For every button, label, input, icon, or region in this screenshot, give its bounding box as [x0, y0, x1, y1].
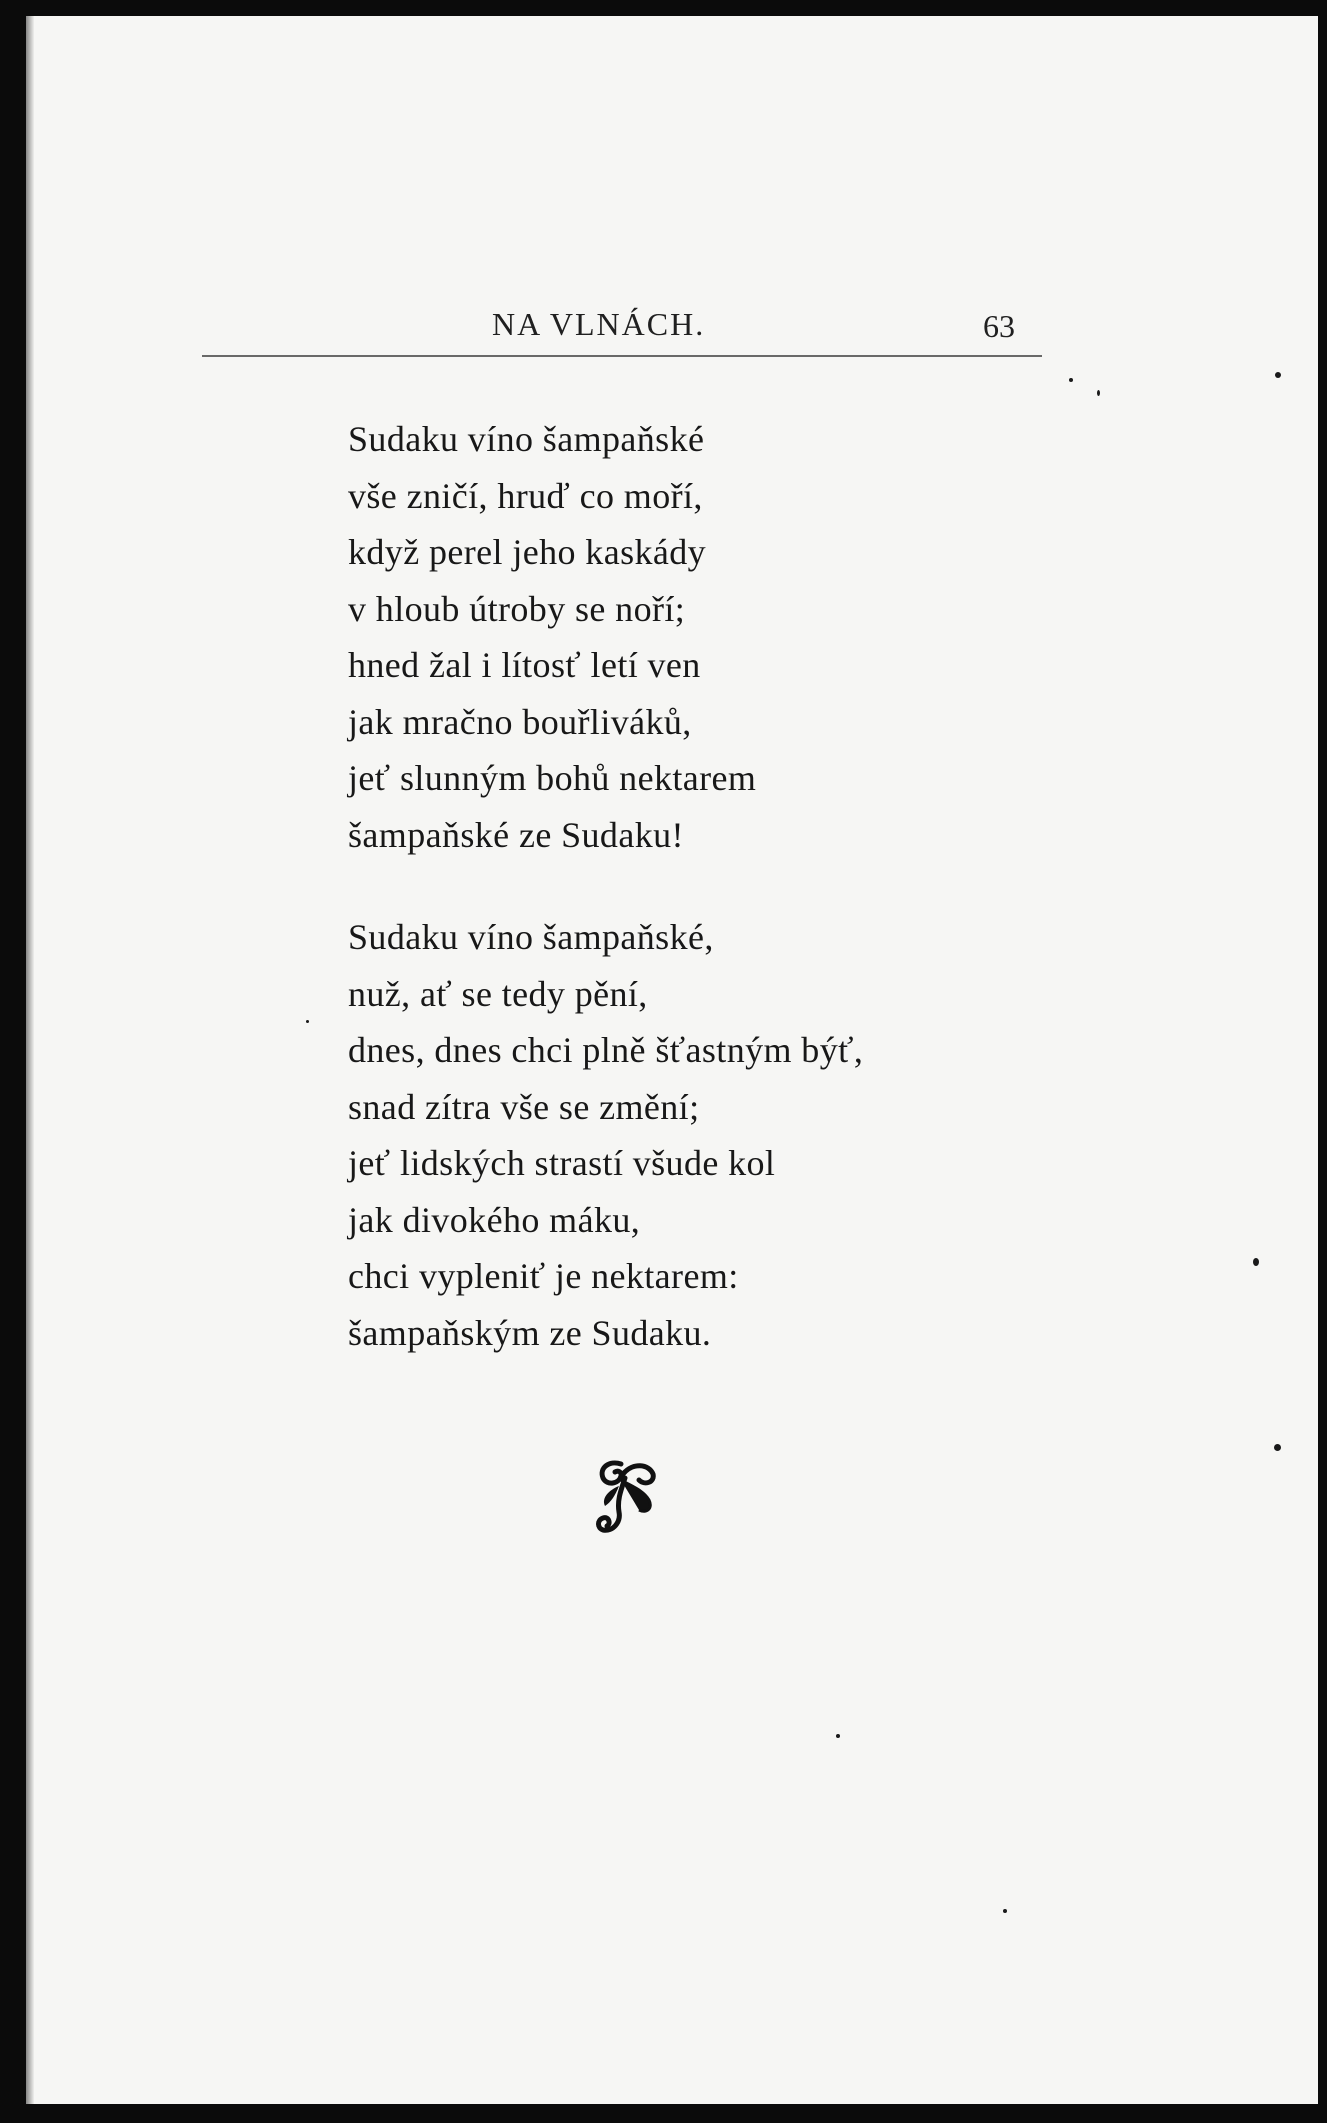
page-spine-shadow [26, 16, 34, 2104]
verse-line: nuž, ať se tedy pění, [348, 973, 648, 1014]
verse-line: snad zítra vše se změní; [348, 1086, 700, 1127]
book-page [26, 16, 1318, 2104]
verse-line: v hloub útroby se noří; [348, 588, 686, 629]
ink-speck [836, 1734, 840, 1738]
stanza-2 [348, 909, 863, 1361]
verse-line: jeť lidských strastí všude kol [348, 1143, 776, 1183]
ink-speck [1069, 378, 1073, 382]
ink-speck [306, 1020, 309, 1023]
verse-line: hned žal i lítosť letí ven [348, 645, 701, 685]
stanza-1 [348, 411, 756, 863]
page-number: 63 [983, 308, 1015, 344]
ink-speck [1097, 390, 1100, 396]
verse-line: vše zničí, hruď co moří, [348, 475, 703, 516]
verse-line: šampaňské ze Sudaku! [348, 814, 684, 855]
verse-line: jak mračno bouřliváků, [348, 701, 692, 742]
floral-tailpiece-icon [591, 1456, 661, 1546]
verse-line: šampaňským ze Sudaku. [348, 1312, 712, 1353]
verse-line: jeť slunným bohů nektarem [348, 758, 757, 798]
running-head-title: NA VLNÁCH. [492, 306, 706, 342]
ink-speck [1274, 1444, 1281, 1451]
verse-line: Sudaku víno šampaňské [348, 419, 705, 459]
verse-line: Sudaku víno šampaňské, [348, 917, 714, 957]
verse-line: chci vypleniť je nektarem: [348, 1256, 739, 1296]
verse-line: dnes, dnes chci plně šťastným býť, [348, 1030, 864, 1070]
verse-line: když perel jeho kaskády [348, 532, 707, 572]
header-rule [202, 355, 1042, 357]
verse-line: jak divokého máku, [348, 1199, 641, 1240]
ink-speck [1003, 1909, 1007, 1913]
ink-speck [1275, 372, 1281, 378]
ink-speck [1253, 1258, 1259, 1266]
